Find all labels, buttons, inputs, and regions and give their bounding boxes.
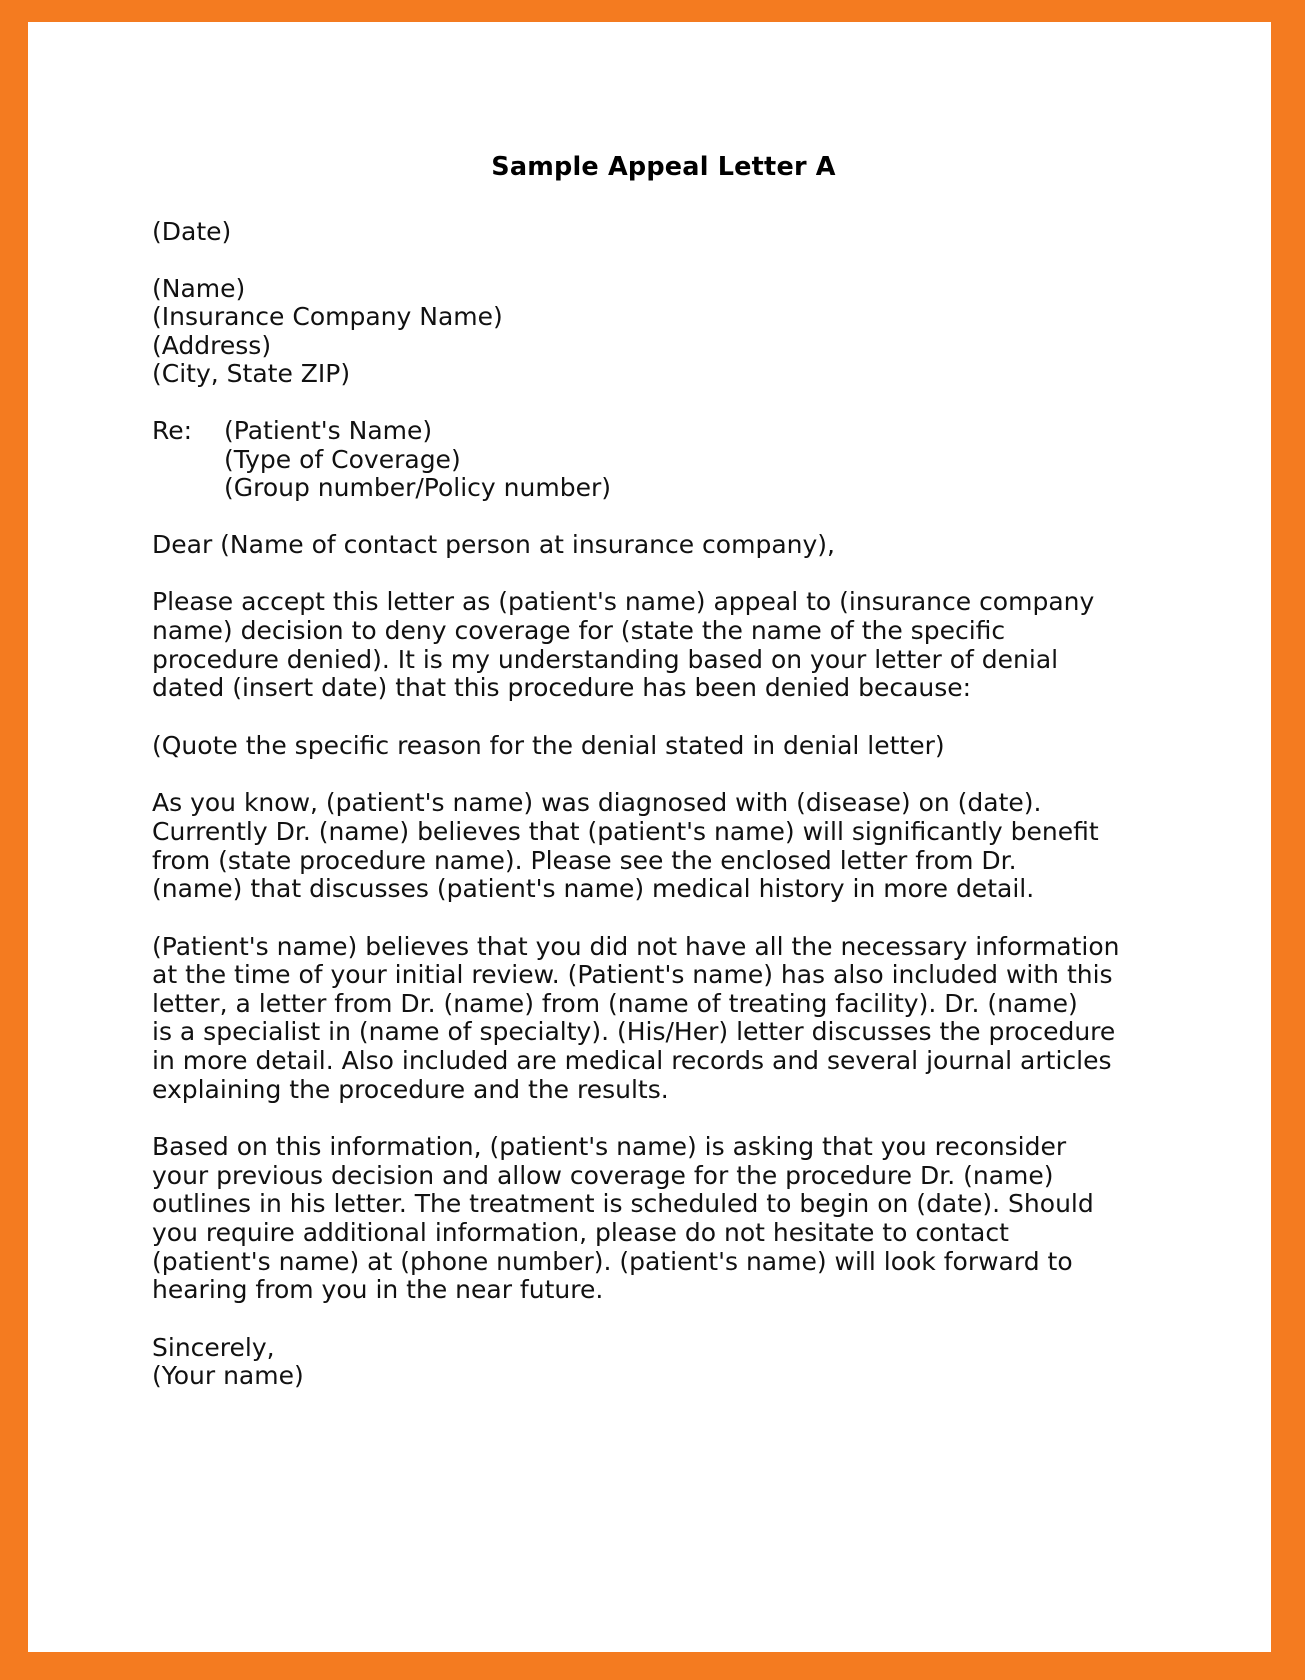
paragraph-line: name) decision to deny coverage for (state the name of the specific: [152, 615, 1006, 645]
spacer: [152, 703, 1117, 732]
salutation: Dear (Name of contact person at insurance company),: [152, 529, 835, 559]
re-indent-spacer: [152, 446, 224, 475]
re-block: [152, 417, 1117, 503]
paragraph-diagnosis: [152, 789, 1117, 903]
paragraph-line: Based on this information, (patient's name) is asking that you reconsider: [152, 1132, 1067, 1162]
paragraph-line: explaining the procedure and the results.: [152, 1074, 669, 1104]
paragraph-line: (Quote the specific reason for the denial stated in denial letter): [152, 730, 945, 760]
paragraph-line: your previous decision and allow coverage for the procedure Dr. (name): [152, 1160, 1054, 1190]
spacer: [152, 247, 1117, 275]
re-indent-spacer: [152, 474, 224, 503]
recipient-name: (Name): [152, 273, 246, 303]
re-type-of-coverage: (Type of Coverage): [224, 444, 461, 474]
paragraph-line: you require additional information, please do not hesitate to contact: [152, 1218, 1009, 1248]
re-patient-name: (Patient's Name): [224, 415, 433, 445]
paragraph-line: is a specialist in (name of specialty). (His/Her) letter discusses the procedure: [152, 1017, 1116, 1047]
spacer: [152, 559, 1117, 588]
recipient-city-state-zip: (City, State ZIP): [152, 359, 351, 389]
re-row: [152, 417, 1117, 446]
letter-content: [152, 152, 1120, 1391]
paragraph-quote-reason: [152, 732, 1117, 761]
date-line: (Date): [152, 217, 232, 246]
paragraph-line: Currently Dr. (name) believes that (patient's name) will significantly benefit: [152, 816, 1099, 846]
paragraph-line: at the time of your initial review. (Patient's name) has also included with this: [152, 960, 1113, 990]
letter-title: Sample Appeal Letter A: [491, 152, 836, 182]
paragraph-line: (patient's name) at (phone number). (patient's name) will look forward to: [152, 1246, 1073, 1276]
paragraph-line: procedure denied). It is my understanding based on your letter of denial: [152, 644, 1059, 674]
paragraph-line: (name) that discusses (patient's name) medical history in more detail.: [152, 874, 1035, 904]
recipient-address-block: [152, 275, 1117, 389]
spacer: [152, 760, 1117, 789]
paragraph-line: Please accept this letter as (patient's name) appeal to (insurance company: [152, 587, 1095, 617]
closing-your-name: (Your name): [152, 1361, 304, 1391]
paragraph-reconsider: [152, 1133, 1117, 1305]
paragraph-line: dated (insert date) that this procedure has been denied because:: [152, 673, 972, 703]
paragraph-enclosures: [152, 931, 1120, 1105]
paragraph-line: hearing from you in the near future.: [152, 1275, 604, 1305]
paragraph-line: letter, a letter from Dr. (name) from (name of treating facility). Dr. (name): [152, 988, 1078, 1018]
spacer: [152, 389, 1117, 417]
recipient-address: (Address): [152, 330, 272, 360]
re-row: [152, 446, 1117, 475]
recipient-company: (Insurance Company Name): [152, 302, 503, 332]
re-group-policy-number: (Group number/Policy number): [224, 473, 611, 503]
spacer: [152, 1104, 1117, 1133]
paragraph-request: [152, 588, 1117, 702]
spacer: [152, 1305, 1117, 1334]
paragraph-line: outlines in his letter. The treatment is scheduled to begin on (date). Should: [152, 1189, 1094, 1219]
paragraph-line: (Patient's name) believes that you did not have all the necessary information: [152, 931, 1120, 961]
closing-sincerely: Sincerely,: [152, 1332, 275, 1362]
paragraph-line: from (state procedure name). Please see the enclosed letter from Dr.: [152, 845, 1017, 875]
paragraph-line: in more detail. Also included are medical records and several journal articles: [152, 1046, 1112, 1076]
letter-page: [28, 22, 1271, 1652]
re-label: Re:: [152, 415, 193, 445]
paragraph-line: As you know, (patient's name) was diagnosed with (disease) on (date).: [152, 788, 1042, 818]
re-row: [152, 474, 1117, 503]
closing-block: [152, 1334, 1117, 1391]
spacer: [152, 503, 1117, 531]
spacer: [152, 904, 1117, 933]
